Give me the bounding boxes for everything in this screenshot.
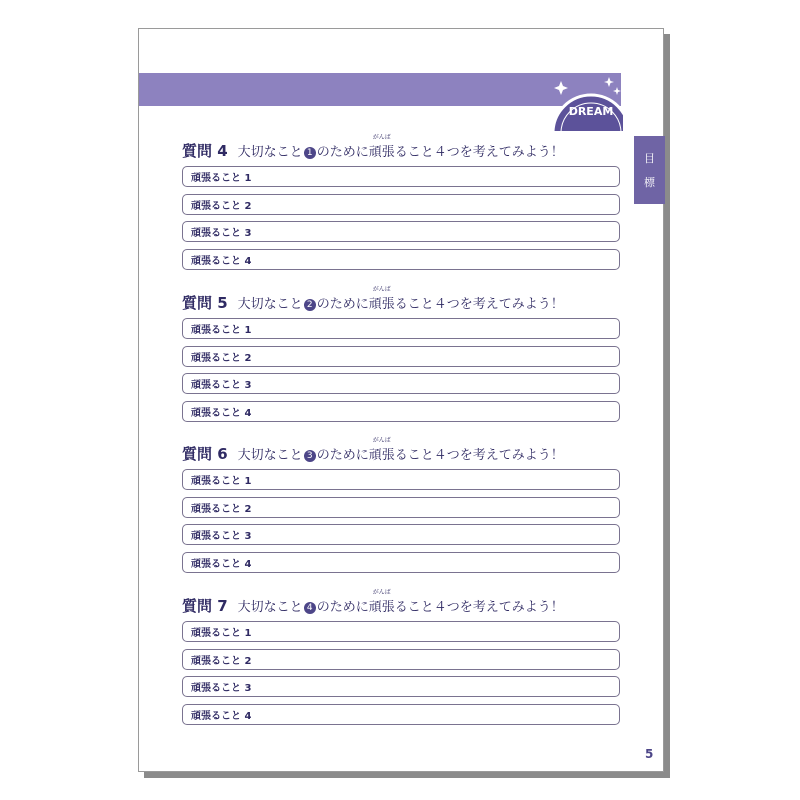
side-tab-label-1: 目 [644, 152, 655, 165]
answer-box-1[interactable] [182, 166, 620, 187]
answer-box-3[interactable] [182, 373, 620, 394]
question-section-7 [182, 589, 622, 731]
answer-box-4[interactable] [182, 401, 620, 422]
answer-box-4[interactable] [182, 704, 620, 725]
question-text-post: ること４つを考えてみよう！ [394, 145, 564, 160]
answer-box-4[interactable] [182, 249, 620, 270]
question-kanji: 頑張 [368, 145, 395, 160]
question-text-post: ること４つを考えてみよう！ [394, 600, 564, 615]
question-number: 質問 6 [182, 445, 228, 463]
answer-box-label: 頑張ること 1 [191, 476, 252, 487]
question-kanji: 頑張 [368, 297, 395, 312]
question-text-mid: のために [316, 145, 369, 160]
answer-box-1[interactable] [182, 318, 620, 339]
answer-box-label: 頑張ること 4 [191, 407, 252, 419]
answer-box-label: 頑張ること 4 [191, 558, 252, 570]
answer-box-2[interactable] [182, 497, 620, 518]
side-tab-goals[interactable] [634, 136, 665, 204]
answer-box-4[interactable] [182, 552, 620, 573]
question-text-post: ること４つを考えてみよう！ [394, 448, 564, 463]
answer-box-label: 頑張ること 1 [191, 628, 252, 639]
answer-box-2[interactable] [182, 649, 620, 670]
question-text-pre: 大切なこと [237, 600, 303, 615]
circled-number: 2 [304, 299, 316, 311]
question-kanji: 頑張 [368, 600, 395, 615]
furigana: がんば [372, 286, 391, 293]
question-number: 質問 7 [182, 597, 228, 615]
answer-box-label: 頑張ること 4 [191, 255, 252, 267]
answer-box-2[interactable] [182, 346, 620, 367]
circled-number: 4 [304, 602, 316, 614]
answer-box-1[interactable] [182, 469, 620, 490]
answer-box-label: 頑張ること 2 [191, 503, 252, 515]
answer-box-label: 頑張ること 1 [191, 325, 252, 336]
question-text-post: ること４つを考えてみよう！ [394, 297, 564, 312]
answer-box-label: 頑張ること 4 [191, 710, 252, 722]
answer-box-3[interactable] [182, 221, 620, 242]
answer-box-label: 頑張ること 3 [191, 531, 252, 542]
page-number: 5 [645, 747, 654, 761]
question-text-mid: のために [316, 448, 369, 463]
question-title [182, 437, 622, 469]
furigana: がんば [372, 134, 391, 141]
question-section-4 [182, 134, 622, 276]
answer-box-3[interactable] [182, 676, 620, 697]
sparkle-icon [604, 77, 614, 87]
answer-box-2[interactable] [182, 194, 620, 215]
question-text-mid: のために [316, 297, 369, 312]
furigana: がんば [372, 589, 391, 596]
question-section-5 [182, 286, 622, 428]
question-number: 質問 4 [182, 142, 228, 160]
question-text-pre: 大切なこと [237, 448, 303, 463]
header-band [139, 73, 621, 106]
question-text-mid: のために [316, 600, 369, 615]
question-title [182, 134, 622, 166]
question-number: 質問 5 [182, 294, 228, 312]
answer-box-label: 頑張ること 1 [191, 173, 252, 184]
furigana: がんば [372, 437, 391, 444]
sparkle-icon [554, 81, 568, 95]
answer-box-1[interactable] [182, 621, 620, 642]
question-title [182, 286, 622, 318]
answer-box-label: 頑張ること 3 [191, 683, 252, 694]
answer-box-label: 頑張ること 3 [191, 228, 252, 239]
question-text-pre: 大切なこと [237, 145, 303, 160]
question-title [182, 589, 622, 621]
answer-box-label: 頑張ること 2 [191, 200, 252, 212]
circled-number: 1 [304, 147, 316, 159]
dream-badge [551, 71, 623, 131]
question-text-pre: 大切なこと [237, 297, 303, 312]
sparkle-icon [613, 87, 621, 95]
answer-box-3[interactable] [182, 524, 620, 545]
circled-number: 3 [304, 450, 316, 462]
answer-box-label: 頑張ること 2 [191, 352, 252, 364]
answer-box-label: 頑張ること 3 [191, 380, 252, 391]
question-kanji: 頑張 [368, 448, 395, 463]
answer-box-label: 頑張ること 2 [191, 655, 252, 667]
side-tab-label-2: 標 [644, 176, 655, 189]
workbook-page [138, 28, 664, 772]
badge-text: DREAM [568, 105, 614, 118]
question-section-6 [182, 437, 622, 579]
